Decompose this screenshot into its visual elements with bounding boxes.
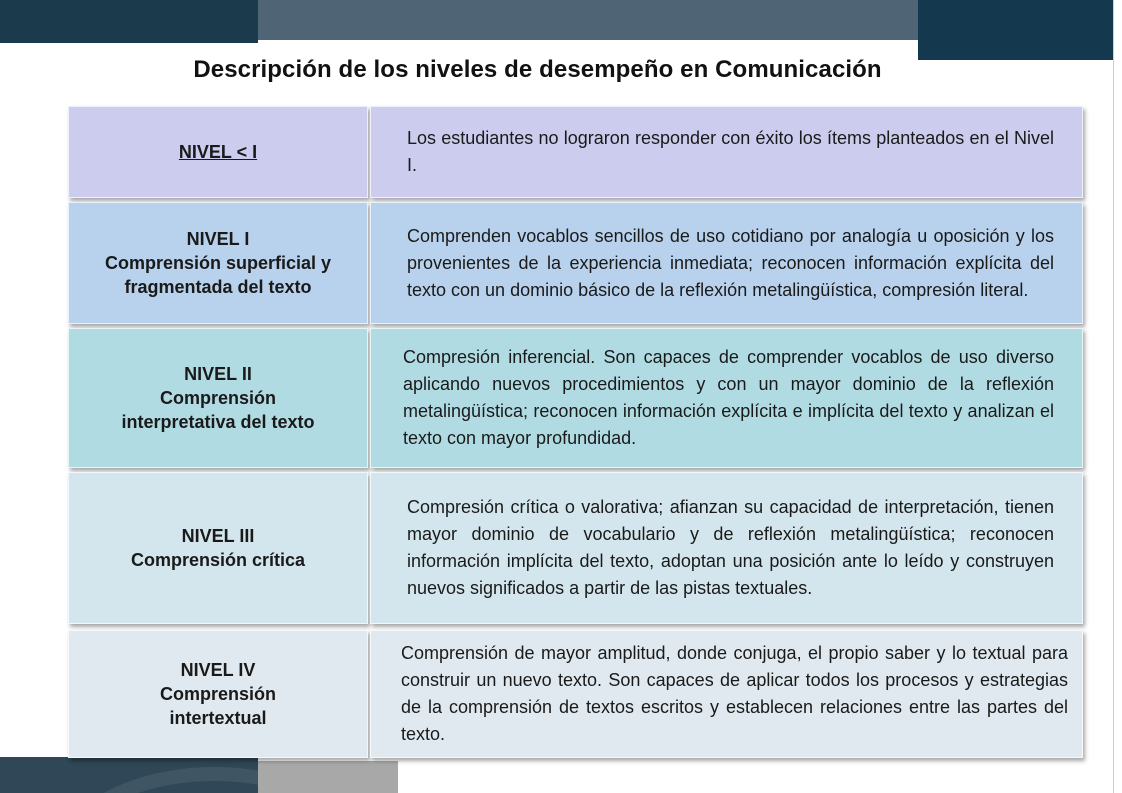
level-label-cell xyxy=(68,472,368,624)
page-title: Descripción de los niveles de desempeño en Comunicación xyxy=(193,56,882,83)
level-name: NIVEL I xyxy=(186,229,250,249)
level-row-1 xyxy=(68,202,1083,324)
level-description: Compresión crítica o valorativa; afianzan su capacidad de interpretación, tienen mayor dominio de vocabulario y de reflexión metalingüística; reconocen información implícita del texto, adoptan una posición ante lo leído y construyen nuevos significados a partir de las pistas textuales. xyxy=(407,497,1054,598)
level-description-cell xyxy=(370,202,1083,324)
level-row-below-1 xyxy=(68,106,1083,198)
level-description-cell xyxy=(370,472,1083,624)
level-subtitle: Comprensión crítica xyxy=(130,550,306,570)
decorative-bar-top-right xyxy=(918,0,1122,60)
decorative-bar-top-middle xyxy=(258,0,918,40)
level-name: NIVEL < I xyxy=(178,142,258,162)
level-subtitle: Comprensión interpretativa del texto xyxy=(121,388,315,432)
decorative-frame-right xyxy=(1113,0,1122,793)
level-label-cell xyxy=(68,630,368,758)
level-row-4 xyxy=(68,630,1083,758)
level-row-3 xyxy=(68,472,1083,624)
level-description: Los estudiantes no lograron responder con éxito los ítems planteados en el Nivel I. xyxy=(407,128,1054,175)
level-description: Comprensión de mayor amplitud, donde conjuga, el propio saber y lo textual para construir un nuevo texto. Son capaces de aplicar todos los procesos y estrategias de la comprensión de textos escritos y establecen relaciones entre las partes del texto. xyxy=(401,643,1068,744)
level-description-cell xyxy=(370,106,1083,198)
decorative-bar-bottom-left xyxy=(0,757,258,793)
level-description: Comprenden vocablos sencillos de uso cotidiano por analogía u oposición y los provenientes de la experiencia inmediata; reconocen información explícita del texto con un dominio básico de la reflexión metalingüística, compresión literal. xyxy=(407,225,1054,300)
level-subtitle: Comprensión intertextual xyxy=(159,684,276,728)
level-description-cell xyxy=(370,630,1083,758)
level-label-cell xyxy=(68,202,368,324)
level-description: Compresión inferencial. Son capaces de comprender vocablos de uso diverso aplicando nuevos procedimientos y con un mayor dominio de la reflexión metalingüística; reconocen información explícita e implícita del texto y analizan el texto con mayor profundidad. xyxy=(403,347,1054,448)
level-name: NIVEL III xyxy=(181,526,255,546)
level-description-cell xyxy=(370,328,1083,468)
decorative-bar-top-left xyxy=(0,0,258,43)
level-label-cell xyxy=(68,106,368,198)
level-row-2 xyxy=(68,328,1083,468)
level-label-cell xyxy=(68,328,368,468)
level-subtitle: Comprensión superficial y fragmentada del texto xyxy=(104,253,332,297)
decorative-bar-bottom-middle xyxy=(258,761,398,793)
level-name: NIVEL IV xyxy=(180,660,256,680)
level-name: NIVEL II xyxy=(184,364,252,384)
